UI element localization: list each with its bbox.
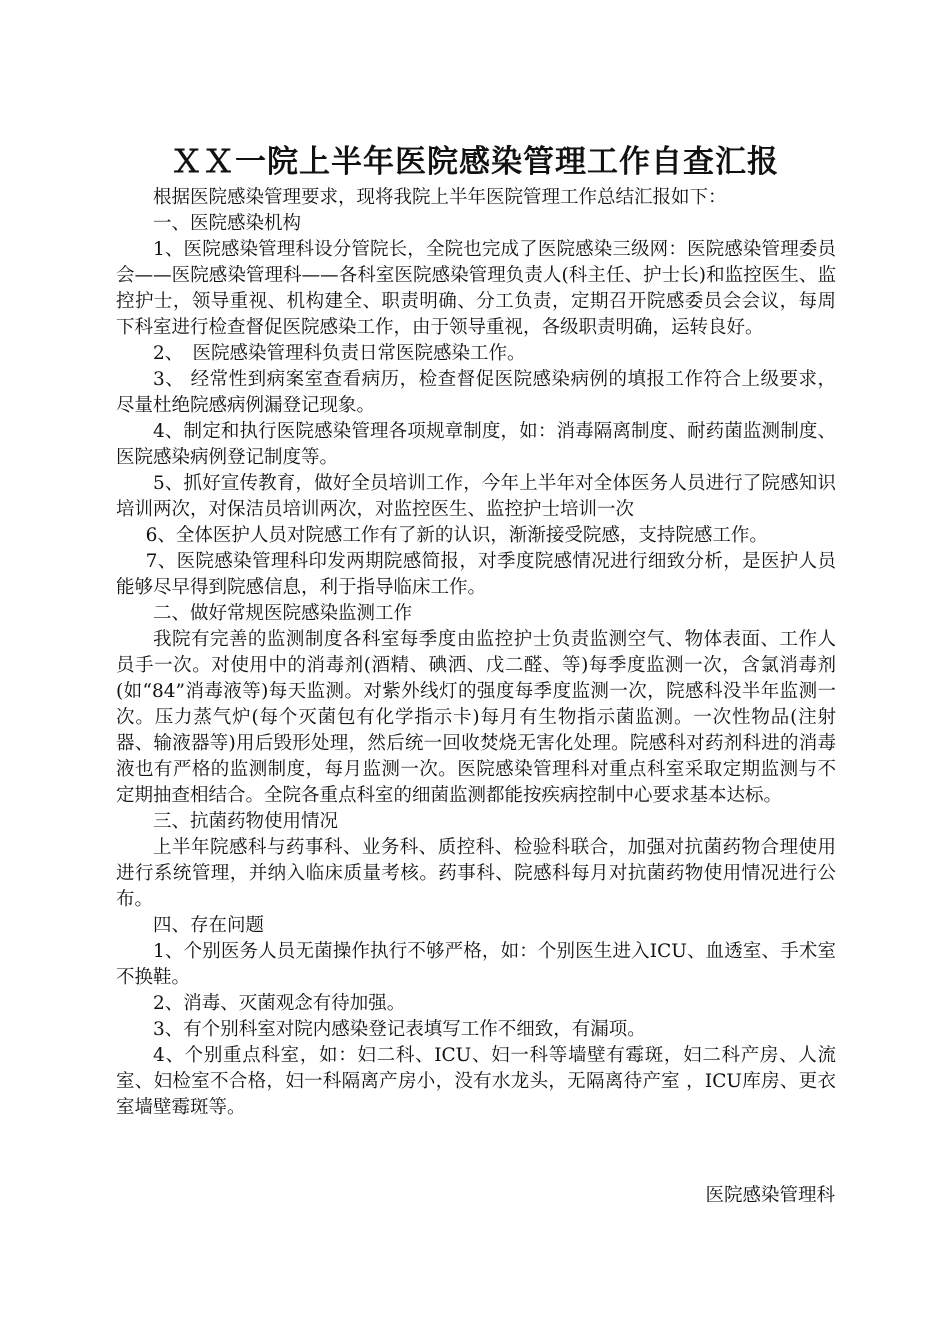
section-heading-antibiotics: 三、抗菌药物使用情况 [153,811,339,832]
paragraph-item-2: 2、 医院感染管理科负责日常医院感染工作。 [153,343,526,364]
section-heading-organization: 一、医院感染机构 [153,213,302,234]
intro-paragraph: 根据医院感染管理要求，现将我院上半年医院管理工作总结汇报如下： [153,187,727,208]
document-title: ＸＸ一院上半年医院感染管理工作自查汇报 [171,144,779,180]
problem-item-2: 2、消毒、灭菌观念有待加强。 [153,993,406,1014]
problem-item-1: 1、个别医务人员无菌操作执行不够严格，如：个别医生进入ICU、血透室、手术室不换鞋。 [116,941,836,988]
paragraph-item-5: 5、抓好宣传教育，做好全员培训工作，今年上半年对全体医务人员进行了院感知识培训两次，对保洁员培训两次，对监控医生、监控护士培训一次 [116,473,836,520]
paragraph-antibiotics: 上半年院感科与药事科、业务科、质控科、检验科联合，加强对抗菌药物合理使用进行系统管理，并纳入临床质量考核。药事科、院感科每月对抗菌药物使用情况进行公布。 [116,837,836,910]
paragraph-monitoring: 我院有完善的监测制度各科室每季度由监控护士负责监测空气、物体表面、工作人员手一次。对使用中的消毒剂(酒精、碘洒、戊二醛、等)每季度监测一次，含氯消毒剂(如“84”消毒液等)每天监测。对紫外线灯的强度每季度监测一次，院感科没半年监测一次。压力蒸气炉(每个灭菌包有化学指示卡)每月有生物指示菌监测。一次性物品(注射器、输液器等)用后毁形处理，然后统一回收焚烧无害化处理。院感科对药剂科进的消毒液也有严格的监测制度，每月监测一次。医院感染管理科对重点科室采取定期监测与不定期抽查相结合。全院各重点科室的细菌监测都能按疾病控制中心要求基本达标。 [116,629,836,806]
document-body [116,185,836,1121]
problem-item-4: 4、个别重点科室，如：妇二科、ICU、妇一科等墙壁有霉斑，妇二科产房、人流室、妇检室不合格，妇一科隔离产房小，没有水龙头，无隔离待产室 ，ICU库房、更衣室墙壁霉斑等。 [116,1045,836,1118]
signature: 医院感染管理科 [705,1185,835,1206]
paragraph-item-6: 6、全体医护人员对院感工作有了新的认识，渐渐接受院感，支持院感工作。 [145,525,768,546]
section-heading-monitoring: 二、做好常规医院感染监测工作 [153,603,413,624]
paragraph-item-7: 7、医院感染管理科印发两期院感简报，对季度院感情况进行细致分析，是医护人员能够尽早得到院感信息，利于指导临床工作。 [116,551,836,598]
section-heading-problems: 四、存在问题 [153,915,265,936]
paragraph-item-4: 4、制定和执行医院感染管理各项规章制度，如：消毒隔离制度、耐药菌监测制度、医院感染病例登记制度等。 [116,421,836,468]
paragraph-item-3: 3、 经常性到病案室查看病历，检查督促医院感染病例的填报工作符合上级要求，尽量杜绝院感病例漏登记现象。 [116,369,836,416]
paragraph-item-1: 1、医院感染管理科设分管院长，全院也完成了医院感染三级网：医院感染管理委员会——医院感染管理科——各科室医院感染管理负责人(科主任、护士长)和监控医生、监控护士，领导重视、机构建全、职责明确、分工负责，定期召开院感委员会会议，每周下科室进行检查督促医院感染工作，由于领导重视，各级职责明确，运转良好。 [116,239,836,338]
problem-item-3: 3、有个别科室对院内感染登记表填写工作不细致，有漏项。 [153,1019,646,1040]
